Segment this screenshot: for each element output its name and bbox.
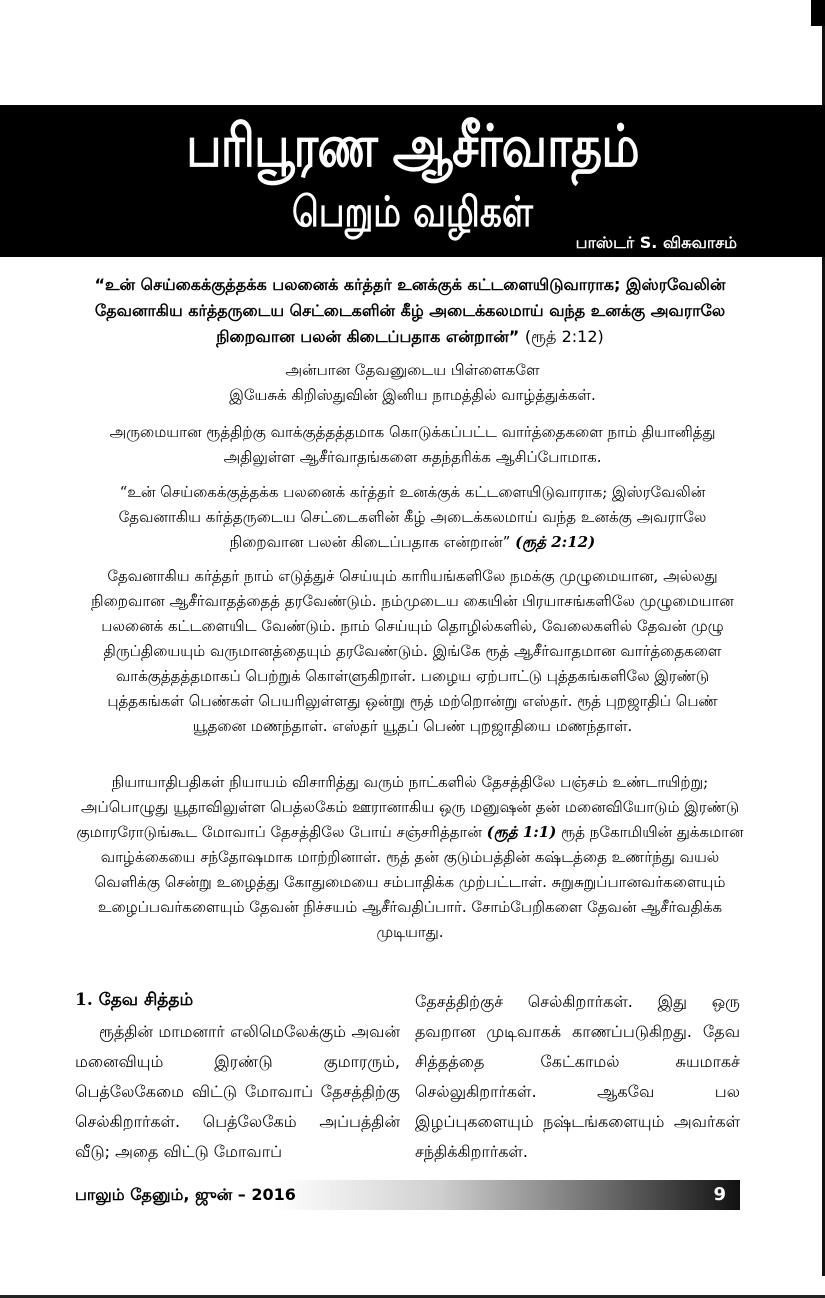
page-corner-mark [811, 0, 825, 26]
page-number: 9 [713, 1184, 726, 1205]
key-verse-text: “உன் செய்கைக்குத்தக்க பலனைக் கர்த்தர் உனக்குக் கட்டளையிடுவாராக; இஸ்ரவேலின் தேவனாகிய கர்த்தருடைய செட்டைகளின் கீழ் அடைக்கலமாய் வந்த உனக்கு அவராலே நிறைவான பலன் கிடைப்பதாக என்றான்” [94, 275, 726, 346]
key-verse-reference: (ரூத் 2:12) [524, 327, 604, 346]
left-column-text: ரூத்தின் மாமனார் எலிமெலேக்கும் அவன் மனைவியும் இரண்டு குமாரரும், பெத்லேகேமை விட்டு மோவாப் தேசத்திற்கு செல்கிறார்கள். பெத்லேகேம் அப்பத்தின் வீடு; அதை விட்டு மோவாப் [75, 1022, 400, 1161]
quote-reference: (ரூத் 2:12) [515, 533, 596, 551]
article-subtitle: பெறும் வழிகள் [292, 187, 533, 236]
right-column [415, 987, 740, 1167]
greeting-line-1: அன்பான தேவனுடைய பிள்ளைகளே [285, 361, 540, 379]
section-heading: 1. தேவ சித்தம் [75, 990, 194, 1010]
body-paragraph-2-part-2: ரூத் நகோமியின் துக்கமான வாழ்க்கையை சந்தோஷமாக மாற்றினாள். ரூத் தன் குடும்பத்தின் கஷ்டத்தை உணர்ந்து வயல் வெளிக்கு சென்று உழைத்து கோதுமையை சம்பாதிக்க முற்பட்டாள். சுறுசுறுப்பானவர்களையும் உழைப்பவர்களையும் தேவன் நிச்சயம் ஆசீர்வதிப்பார். சோம்பேறிகளை தேவன் ஆசீர்வதிக்க முடியாது. [94, 823, 744, 941]
body-paragraph-2-part-1: நியாயாதிபதிகள் நியாயம் விசாரித்து வரும் நாட்களில் தேசத்திலே பஞ்சம் உண்டாயிற்று; அப்பொழுது யூதாவிலுள்ள பெத்லகேம் ஊரானாகிய ஒரு மனுஷன் தன் மனைவியோடும் இரண்டு குமாரரோடுங்கூட மோவாப் தேசத்திலே போய் சஞ்சரித்தான் [76, 773, 740, 841]
article-title: பரிபூரண ஆசீர்வாதம் [186, 112, 639, 180]
publication-name: பாலும் தேனும், ஜுன் – 2016 [75, 1185, 296, 1204]
quote-text: “உன் செய்கைக்குத்தக்க பலனைக் கர்த்தர் உனக்குக் கட்டளையிடுவாராக; இஸ்ரவேலின் தேவனாகிய கர்த்தருடைய செட்டைகளின் கீழ் அடைக்கலமாய் வந்த உனக்கு அவராலே நிறைவான பலன் கிடைப்பதாக என்றான்” [118, 483, 707, 551]
greeting-line-2: இயேசுக் கிறிஸ்துவின் இனிய நாமத்தில் வாழ்த்துக்கள். [229, 386, 596, 404]
right-column-text: தேசத்திற்குச் செல்கிறார்கள். இது ஒரு தவறான முடிவாகக் காணப்படுகிறது. தேவ சித்தத்தை கேட்காமல் சுயமாகச் செல்லுகிறார்கள். ஆகவே பல இழப்புகளையும் நஷ்டங்களையும் அவர்கள் சந்திக்கிறார்கள். [415, 992, 740, 1161]
left-column [75, 987, 400, 1167]
intro-paragraph: அருமையான ரூத்திற்கு வாக்குத்தத்தமாக கொடுக்கப்பட்ட வார்த்தைகளை நாம் தியானித்து அதிலுள்ள ஆசீர்வாதங்களை சுதந்தரிக்க ஆசிப்போமாக. [109, 423, 716, 466]
body-paragraph-2 [75, 770, 745, 945]
quote-paragraph [80, 480, 745, 555]
page-footer [75, 1180, 740, 1210]
title-banner [0, 105, 825, 257]
body-paragraph-2-reference: (ரூத் 1:1) [486, 823, 557, 841]
body-paragraph-1: தேவனாகிய கர்த்தர் நாம் எடுத்துச் செய்யும் காரியங்களிலே நமக்கு முழுமையான, அல்லது நிறைவான ஆசீர்வாதத்தைத் தரவேண்டும். நம்முடைய கையின் பிரயாசங்களிலே முழுமையான பலனைக் கட்டளையிட வேண்டும். நாம் செய்யும் தொழில்களில், வேலைகளில் தேவன் முழு திருப்தியையும் வருமானத்தையும் தரவேண்டும். இங்கே ரூத் ஆசீர்வாதமான வார்த்தைகளை வாக்குத்தத்தமாகப் பெற்றுக் கொள்ளுகிறாள். பழைய ஏற்பாட்டு புத்தகங்களிலே இரண்டு புத்தகங்கள் பெண்கள் பெயரிலுள்ளது ஒன்று ரூத் மற்றொன்று எஸ்தர். ரூத் புறஜாதிப் பெண் யூதனை மணந்தாள். எஸ்தர் யூதப் பெண் புறஜாதியை மணந்தாள். [91, 567, 734, 735]
greeting [80, 358, 745, 408]
key-verse [70, 272, 750, 350]
author-name: பாஸ்டர் S. விசுவாசம் [575, 233, 737, 252]
